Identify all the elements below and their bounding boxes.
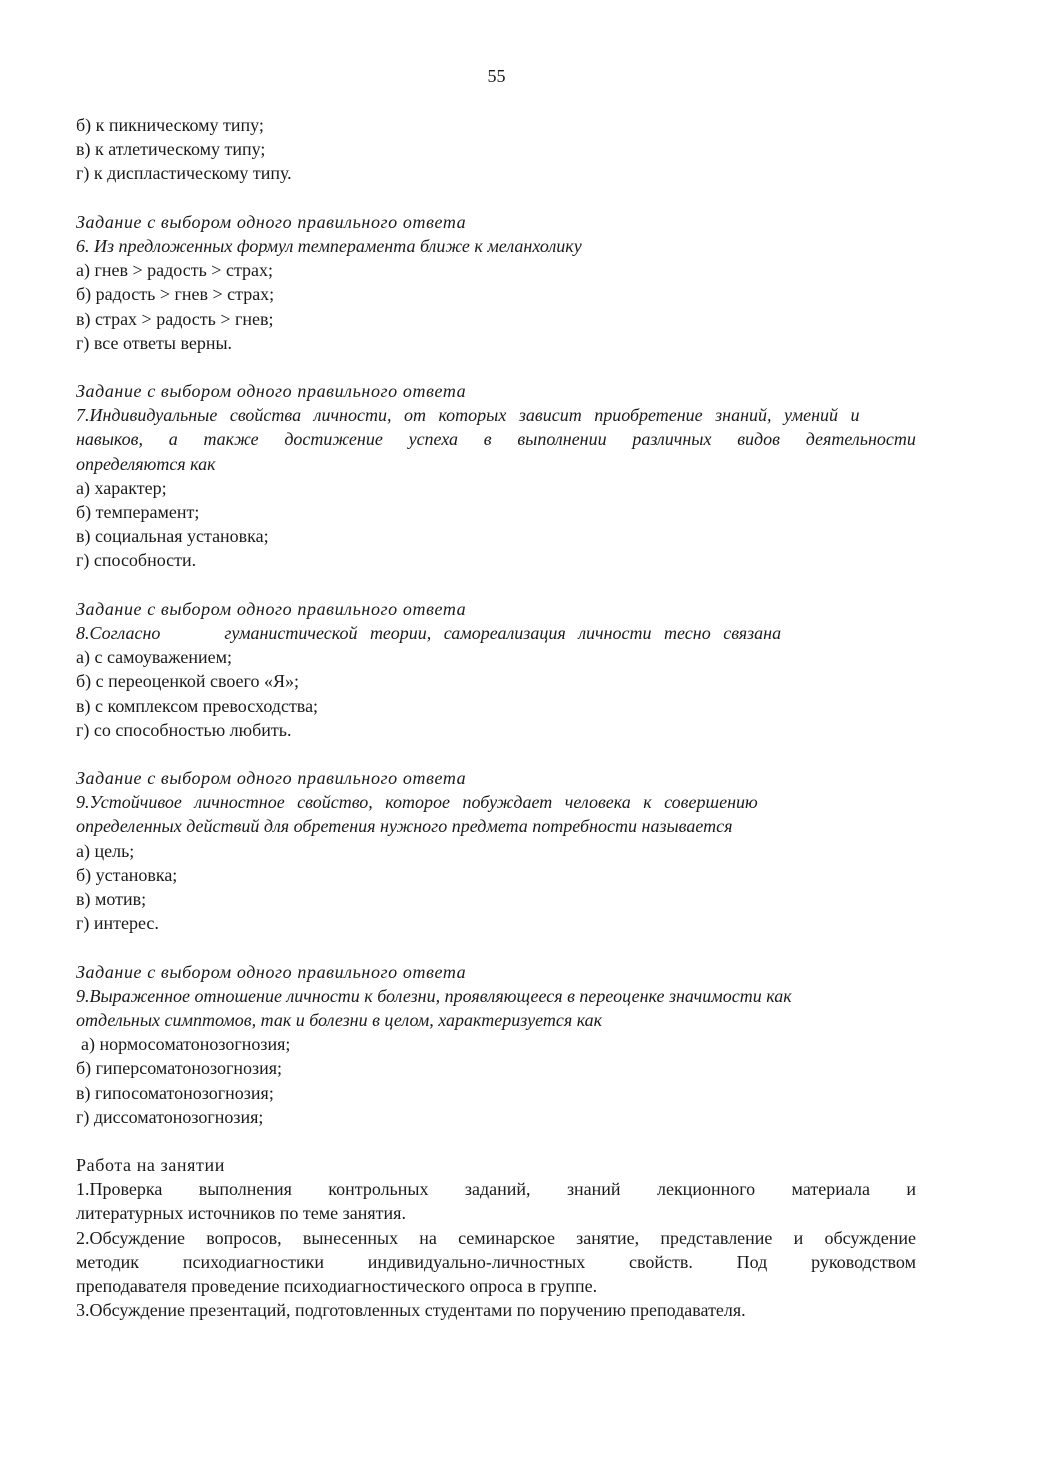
option: г) способности. — [76, 550, 197, 571]
option: в) к атлетическому типу; — [76, 139, 266, 160]
work-item-2-line-1 — [76, 1226, 916, 1250]
page-content — [76, 113, 916, 1322]
work-item-2-line-2 — [76, 1250, 916, 1274]
option: в) страх > радость > гнев; — [76, 308, 274, 329]
option: г) все ответы верны. — [76, 332, 233, 353]
word: заданий, — [464, 1179, 531, 1200]
word: свойств. — [629, 1251, 693, 1272]
word: руководством — [811, 1251, 916, 1272]
word: вопросов, — [206, 1227, 282, 1248]
option: б) радость > гнев > страх; — [76, 284, 275, 305]
word: в — [483, 429, 492, 450]
word: 1.Проверка — [76, 1179, 163, 1200]
task-label: Задание с выбором одного правильного ответа — [76, 381, 467, 402]
option: а) характер; — [76, 477, 167, 498]
word: навыков, — [76, 429, 143, 450]
option: в) с комплексом превосходства; — [76, 695, 319, 716]
word: деятельности — [805, 429, 916, 450]
word: лекционного — [656, 1179, 756, 1200]
option: б) гиперсоматонозогнозия; — [76, 1058, 283, 1079]
word: 2.Обсуждение — [76, 1227, 186, 1248]
word: и — [906, 1179, 916, 1200]
word: обсуждение — [824, 1227, 916, 1248]
task-label: Задание с выбором одного правильного ответа — [76, 598, 467, 619]
work-item-1-line-2: литературных источников по теме занятия. — [76, 1203, 406, 1224]
option: б) темперамент; — [76, 502, 200, 522]
question-9a-line-1: 9.Устойчивое личностное свойство, которое побуждает человека к совершению — [76, 792, 758, 813]
question-9b-line-1: 9.Выраженное отношение личности к болезни, проявляющееся в переоценке значимости как — [76, 985, 792, 1006]
word: выполнении — [517, 429, 607, 450]
option: б) установка; — [76, 864, 178, 885]
word: представление — [660, 1227, 773, 1248]
section-heading: Работа на занятии — [76, 1155, 225, 1176]
word: на — [419, 1227, 437, 1248]
word: успеха — [408, 429, 459, 450]
option: б) с переоценкой своего «Я»; — [76, 671, 299, 692]
word: выполнения — [198, 1179, 292, 1200]
word: видов — [737, 429, 780, 450]
word: достижение — [284, 429, 383, 450]
option: г) интерес. — [76, 913, 159, 934]
option: в) гипосоматонозогнозия; — [76, 1082, 274, 1103]
question-9a-line-2: определенных действий для обретения нужного предмета потребности называется — [76, 816, 733, 837]
task-label: Задание с выбором одного правильного ответа — [76, 768, 467, 789]
word: различных — [632, 429, 712, 450]
question-8-part-2: гуманистической теории, самореализация личности тесно связана — [224, 622, 782, 643]
word: занятие, — [576, 1227, 640, 1248]
question-9b-line-2: отдельных симптомов, так и болезни в целом, характеризуется как — [76, 1009, 603, 1030]
question-8-part-1: 8.Согласно — [76, 622, 161, 643]
task-label: Задание с выбором одного правильного ответа — [76, 211, 467, 232]
word: вынесенных — [302, 1227, 399, 1248]
question-7-line-1: 7.Индивидуальные свойства личности, от которых зависит приобретение знаний, умений и — [76, 405, 860, 426]
option: г) диссоматонозогнозия; — [76, 1106, 264, 1127]
option: в) социальная установка; — [76, 526, 269, 547]
option: г) со способностью любить. — [76, 719, 292, 740]
word: также — [203, 429, 259, 450]
work-item-3: 3.Обсуждение презентаций, подготовленных студентами по поручению преподавателя. — [76, 1300, 746, 1321]
word: материала — [791, 1179, 870, 1200]
word: контрольных — [328, 1179, 429, 1200]
option: а) цель; — [76, 840, 135, 861]
word: индивидуально-личностных — [367, 1251, 586, 1272]
question-6: 6. Из предложенных формул темперамента ближе к меланхолику — [76, 235, 582, 256]
word: методик — [76, 1251, 140, 1272]
page-number: 55 — [487, 66, 506, 86]
question-7-line-3: определяются как — [76, 453, 216, 474]
word: и — [793, 1227, 804, 1248]
question-7-line-2 — [76, 427, 916, 451]
word: семинарское — [458, 1227, 555, 1248]
question-8 — [76, 621, 916, 645]
task-label: Задание с выбором одного правильного ответа — [76, 961, 467, 982]
work-item-1-line-1 — [76, 1177, 916, 1201]
option: г) к диспластическому типу. — [76, 163, 292, 184]
word: Под — [736, 1251, 768, 1272]
word: психодиагностики — [182, 1251, 324, 1272]
word: знаний — [566, 1179, 621, 1200]
work-item-2-line-3: преподавателя проведение психодиагностического опроса в группе. — [76, 1276, 598, 1296]
option: б) к пикническому типу; — [76, 115, 264, 135]
option: а) гнев > радость > страх; — [76, 260, 274, 281]
option: а) нормосоматонозогнозия; — [81, 1034, 291, 1055]
word: а — [168, 429, 178, 450]
option: в) мотив; — [76, 889, 147, 909]
option: а) с самоуважением; — [76, 647, 232, 668]
